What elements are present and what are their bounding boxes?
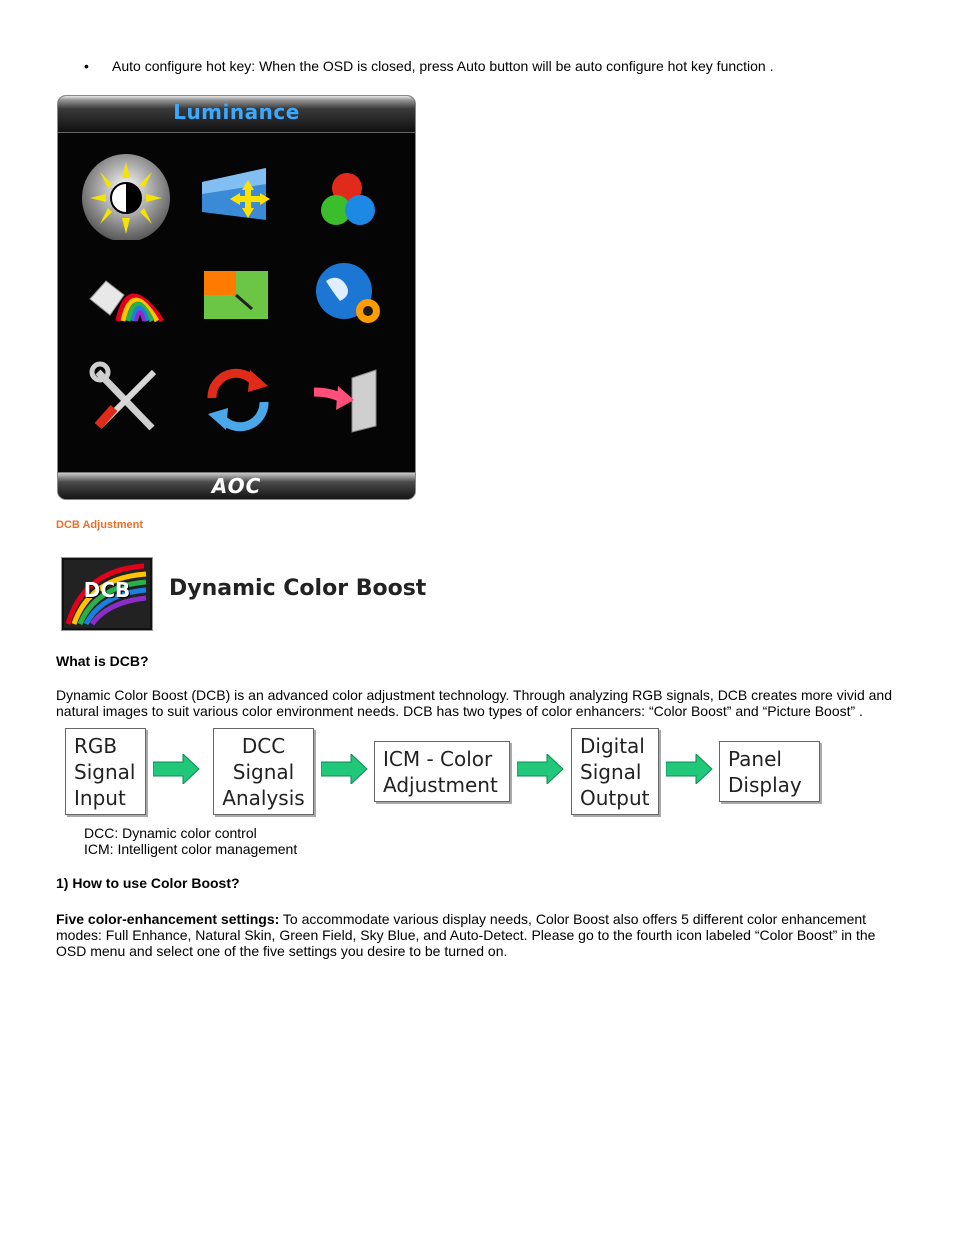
osd-footer: [58, 472, 415, 499]
flow-step-output: [571, 728, 659, 815]
flow-line: Panel: [728, 747, 782, 771]
flow-line: Digital: [580, 734, 645, 758]
howto-lead: Five color-enhancement settings:: [56, 911, 280, 927]
howto-heading: 1) How to use Color Boost?: [56, 875, 240, 891]
flow-arrow: [153, 754, 201, 784]
color-temp-icon[interactable]: [302, 154, 398, 240]
what-is-heading: What is DCB?: [56, 653, 149, 669]
flow-line: Signal: [74, 760, 136, 784]
factory-reset-icon[interactable]: [190, 356, 286, 442]
flow-step-rgb: [65, 728, 146, 815]
flow-step-panel: [719, 741, 820, 802]
picture-boost-icon[interactable]: [190, 251, 286, 337]
flow-line: Output: [580, 786, 650, 810]
exit-icon[interactable]: [302, 356, 398, 442]
flow-arrow: [517, 754, 565, 784]
color-boost-icon[interactable]: [78, 251, 174, 337]
flow-step-dcc: [213, 728, 314, 815]
dcb-title: Dynamic Color Boost: [169, 576, 427, 601]
osd-menu: [58, 96, 415, 499]
section-label: DCB Adjustment: [56, 519, 143, 531]
dcb-logo-text: DCB: [83, 578, 131, 602]
image-setup-icon[interactable]: [190, 154, 286, 240]
legend-dcc: DCC: Dynamic color control: [84, 825, 257, 841]
bullet-symbol: •: [84, 58, 89, 74]
flow-line: Input: [74, 786, 126, 810]
flow-line: DCC: [241, 734, 286, 758]
legend-icm: ICM: Intelligent color management: [84, 841, 298, 857]
extra-icon[interactable]: [78, 356, 174, 442]
what-is-body: Dynamic Color Boost (DCB) is an advanced color adjustment technology. Through analyzing RGB signals, DCB creates more vivid and natural images to suit various color environment needs. DCB has two types of color enhancers: “Color Boost” and “Picture Boost” .: [56, 687, 892, 719]
flow-line: RGB: [74, 734, 118, 758]
osd-title-bar: [58, 96, 415, 133]
flow-line: Adjustment: [383, 773, 498, 797]
flow-arrow: [666, 754, 714, 784]
howto-text: To accommodate various display needs, Color Boost also offers 5 different color enhancement modes: Full Enhance, Natural Skin, Green Field, Sky Blue, and Auto-Detect. Please go to the fourth icon labeled “Color Boost” in the OSD menu and select one of the five settings you desire to be turned on.: [56, 911, 876, 959]
osd-setup-icon[interactable]: [302, 251, 398, 337]
flow-line: Signal: [580, 760, 642, 784]
flow-arrow: [321, 754, 369, 784]
flow-line: Analysis: [222, 786, 305, 810]
auto-configure-bullet: [84, 57, 934, 75]
flow-line: Signal: [232, 760, 295, 784]
aoc-logo: AOC: [211, 474, 262, 498]
bullet-text: Auto configure hot key: When the OSD is closed, press Auto button will be auto configure hot key function .: [112, 58, 774, 74]
flow-line: Display: [728, 773, 802, 797]
osd-title: Luminance: [173, 100, 300, 124]
dcb-logo: [62, 558, 152, 630]
flow-line: ICM - Color: [383, 747, 493, 771]
flow-step-icm: [374, 741, 510, 802]
luminance-icon[interactable]: [78, 154, 174, 240]
howto-body: [56, 911, 906, 959]
